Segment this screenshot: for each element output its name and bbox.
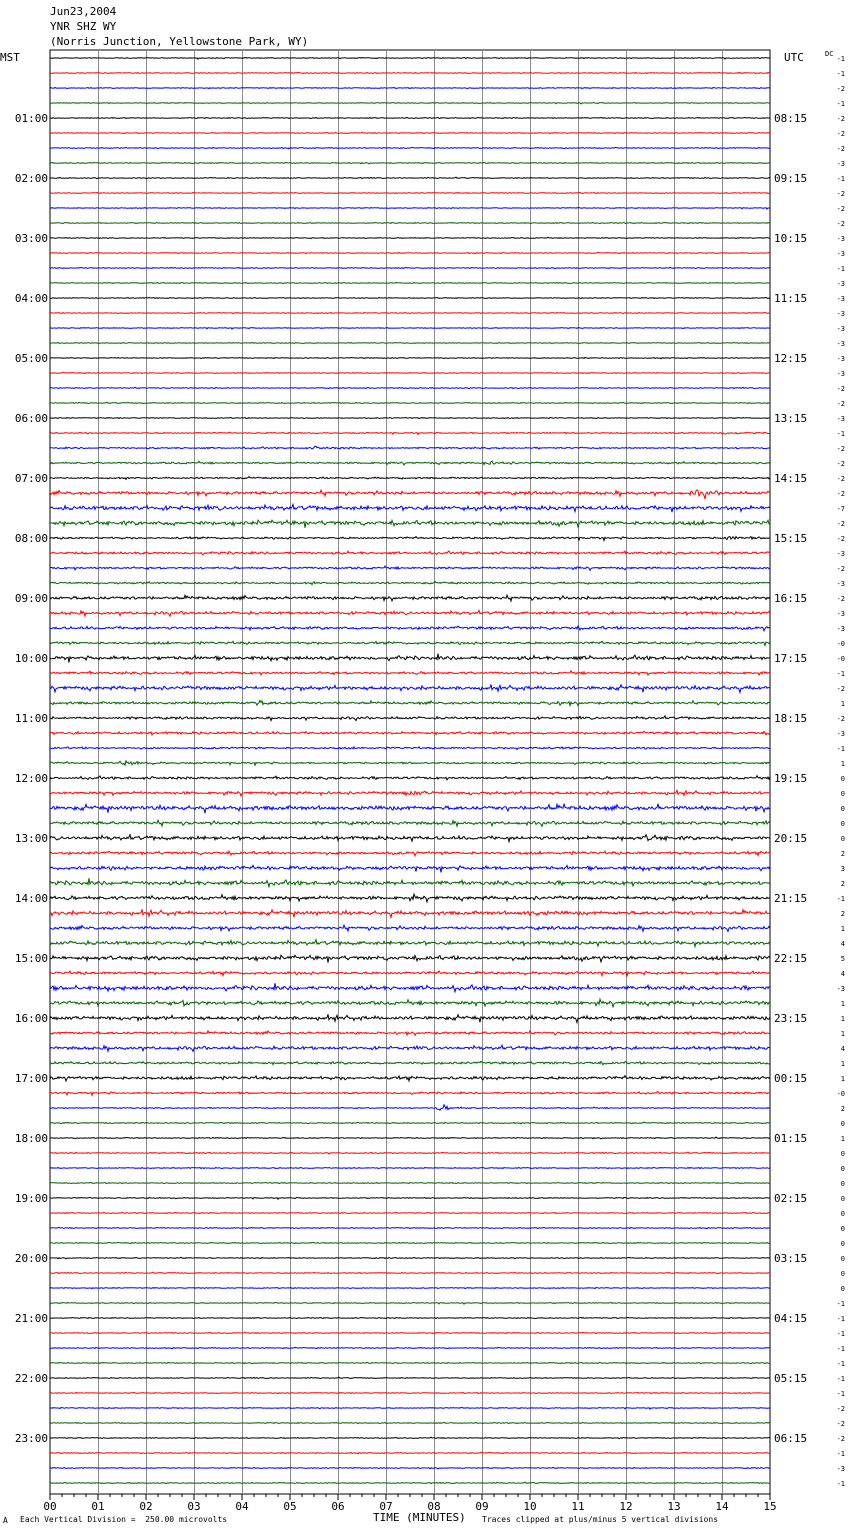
left-hour-label: 10:00 (14, 652, 48, 665)
clip-note: Traces clipped at plus/minus 5 vertical divisions (482, 1515, 719, 1524)
right-hour-label: 23:15 (774, 1012, 808, 1025)
seismic-trace (50, 983, 770, 992)
seismic-trace (50, 267, 770, 269)
seismic-trace (50, 1014, 770, 1022)
seismic-trace (50, 520, 770, 528)
dc-offset-label: -3 (836, 550, 845, 558)
left-hour-label: 11:00 (14, 712, 48, 725)
seismic-trace (50, 162, 770, 164)
seismic-trace (50, 909, 770, 917)
dc-offset-label: -2 (836, 220, 845, 228)
dc-offset-label: -3 (836, 415, 845, 423)
right-hour-label: 16:15 (774, 592, 808, 605)
dc-offset-label: -1 (836, 1480, 845, 1488)
dc-offset-label: 0 (840, 1225, 845, 1233)
right-hour-label: 12:15 (774, 352, 808, 365)
dc-offset-label: -3 (836, 250, 845, 258)
seismic-trace (50, 731, 770, 735)
dc-offset-label: -2 (836, 490, 845, 498)
seismic-trace (50, 102, 770, 104)
seismic-trace (50, 804, 770, 813)
dc-offset-label: -1 (836, 1300, 845, 1308)
dc-offset-label: 0 (840, 835, 845, 843)
dc-offset-label: 1 (840, 1060, 845, 1068)
dc-offset-label: -3 (836, 310, 845, 318)
dc-offset-label: 3 (840, 865, 845, 873)
dc-offset-label: 0 (840, 790, 845, 798)
left-hour-label: 09:00 (14, 592, 48, 605)
dc-offset-label: -2 (836, 535, 845, 543)
dc-offset-label: 0 (840, 820, 845, 828)
dc-offset-label: -2 (836, 520, 845, 528)
seismic-trace (50, 358, 770, 359)
x-tick-label: 07 (379, 1500, 393, 1513)
seismic-trace (50, 551, 770, 555)
dc-offset-label: -1 (836, 430, 845, 438)
dc-offset-label: -1 (836, 175, 845, 183)
dc-offset-label: 0 (840, 1255, 845, 1263)
seismic-trace (50, 654, 770, 663)
dc-offset-label: 0 (840, 775, 845, 783)
dc-offset-label: -1 (836, 895, 845, 903)
seismic-trace (50, 1377, 770, 1378)
seismic-trace (50, 1407, 770, 1409)
right-hour-label: 06:15 (774, 1432, 808, 1445)
left-hour-label: 21:00 (14, 1312, 48, 1325)
x-tick-label: 00 (43, 1500, 57, 1513)
plot-frame (50, 50, 770, 1494)
x-tick-label: 14 (715, 1500, 729, 1513)
seismic-trace (50, 700, 770, 705)
dc-offset-label: 1 (840, 1030, 845, 1038)
dc-offset-label: 2 (840, 850, 845, 858)
seismic-trace (50, 1031, 770, 1036)
dc-offset-label: 5 (840, 955, 845, 963)
seismic-trace (50, 418, 770, 419)
left-hour-label: 19:00 (14, 1192, 48, 1205)
seismic-trace (50, 504, 770, 512)
dc-offset-label: -0 (836, 1090, 845, 1098)
seismic-trace (50, 865, 770, 872)
seismic-trace (50, 1122, 770, 1124)
left-hour-label: 18:00 (14, 1132, 48, 1145)
right-hour-label: 13:15 (774, 412, 808, 425)
dc-offset-label: -3 (836, 985, 845, 993)
seismic-trace (50, 298, 770, 299)
x-tick-label: 15 (763, 1500, 777, 1513)
right-hour-label: 00:15 (774, 1072, 808, 1085)
dc-offset-label: 0 (840, 1210, 845, 1218)
left-hour-label: 13:00 (14, 832, 48, 845)
seismic-trace (50, 177, 770, 179)
seismic-trace (50, 671, 770, 675)
seismic-trace (50, 1092, 770, 1096)
dc-offset-label: 1 (840, 1135, 845, 1143)
dc-offset-label: 1 (840, 760, 845, 768)
dc-offset-label: 4 (840, 1045, 845, 1053)
seismic-trace (50, 878, 770, 887)
seismic-trace (50, 147, 770, 149)
x-axis-label: TIME (MINUTES) (373, 1511, 466, 1524)
dc-offset-label: 2 (840, 910, 845, 918)
seismic-trace (50, 595, 770, 601)
seismic-trace (50, 641, 770, 645)
dc-offset-label: 0 (840, 1285, 845, 1293)
dc-offset-label: -1 (836, 1450, 845, 1458)
left-timezone-label: MST (0, 51, 20, 64)
seismic-trace (50, 940, 770, 947)
right-hour-label: 19:15 (774, 772, 808, 785)
seismic-trace (50, 1288, 770, 1289)
seismic-trace (50, 132, 770, 133)
dc-offset-label: 1 (840, 700, 845, 708)
seismic-trace (50, 971, 770, 977)
right-hour-label: 05:15 (774, 1372, 808, 1385)
dc-offset-label: -2 (836, 565, 845, 573)
dc-offset-label: -2 (836, 475, 845, 483)
dc-offset-label: -2 (836, 400, 845, 408)
seismic-trace (50, 222, 770, 223)
x-tick-label: 05 (283, 1500, 297, 1513)
seismic-trace (50, 776, 770, 780)
dc-offset-label: -3 (836, 325, 845, 333)
dc-offset-label: -3 (836, 610, 845, 618)
vertical-division-note: Each Vertical Division = 250.00 microvolts (20, 1515, 228, 1524)
dc-offset-label: -0 (836, 655, 845, 663)
dc-offset-label: -2 (836, 595, 845, 603)
dc-offset-label: -3 (836, 295, 845, 303)
seismic-trace (50, 955, 770, 963)
right-hour-label: 10:15 (774, 232, 808, 245)
seismic-trace (50, 58, 770, 60)
left-hour-label: 12:00 (14, 772, 48, 785)
dc-offset-label: -2 (836, 190, 845, 198)
left-hour-label: 01:00 (14, 112, 48, 125)
seismic-trace (50, 342, 770, 343)
right-hour-label: 03:15 (774, 1252, 808, 1265)
dc-offset-label: 1 (840, 1075, 845, 1083)
seismic-trace (50, 1272, 770, 1273)
x-tick-label: 11 (571, 1500, 585, 1513)
left-hour-label: 20:00 (14, 1252, 48, 1265)
seismic-trace (50, 1242, 770, 1243)
dc-offset-label: -1 (836, 745, 845, 753)
seismic-trace (50, 282, 770, 283)
seismic-trace (50, 193, 770, 194)
dc-offset-label: -2 (836, 1435, 845, 1443)
right-hour-label: 08:15 (774, 112, 808, 125)
dc-offset-label: -2 (836, 685, 845, 693)
scale-mark: A (3, 1516, 8, 1525)
seismic-trace (50, 1317, 770, 1318)
right-hour-label: 09:15 (774, 172, 808, 185)
seismic-trace (50, 207, 770, 209)
left-hour-label: 08:00 (14, 532, 48, 545)
dc-offset-label: -7 (836, 505, 845, 513)
dc-offset-label: -3 (836, 160, 845, 168)
dc-offset-label: 0 (840, 1150, 845, 1158)
dc-offset-label: -2 (836, 85, 845, 93)
seismic-trace (50, 925, 770, 931)
dc-header-label: DC (825, 50, 834, 58)
seismic-trace (50, 537, 770, 541)
right-hour-label: 18:15 (774, 712, 808, 725)
dc-offset-label: 1 (840, 1000, 845, 1008)
seismic-trace (50, 432, 770, 434)
seismic-trace (50, 1257, 770, 1259)
dc-offset-label: -3 (836, 625, 845, 633)
seismic-trace (50, 716, 770, 721)
seismic-trace (50, 820, 770, 826)
dc-offset-label: -2 (836, 1405, 845, 1413)
seismic-trace (50, 581, 770, 584)
seismic-trace (50, 312, 770, 313)
dc-offset-label: 0 (840, 1195, 845, 1203)
header-station: YNR SHZ WY (50, 20, 117, 33)
dc-offset-label: -3 (836, 355, 845, 363)
x-tick-label: 03 (187, 1500, 201, 1513)
seismic-trace (50, 1076, 770, 1081)
seismic-trace (50, 1347, 770, 1349)
seismic-trace (50, 477, 770, 480)
dc-offset-label: -1 (836, 1375, 845, 1383)
seismic-trace (50, 72, 770, 73)
x-tick-label: 06 (331, 1500, 345, 1513)
seismic-trace (50, 490, 770, 499)
seismic-trace (50, 1137, 770, 1139)
dc-offset-label: -1 (836, 670, 845, 678)
dc-offset-label: -2 (836, 385, 845, 393)
dc-offset-label: -3 (836, 730, 845, 738)
seismic-trace (50, 387, 770, 389)
dc-offset-label: 0 (840, 1165, 845, 1173)
dc-offset-label: -1 (836, 100, 845, 108)
seismic-trace (50, 1212, 770, 1213)
seismic-trace (50, 1182, 770, 1183)
dc-offset-label: -2 (836, 445, 845, 453)
seismic-trace (50, 252, 770, 253)
right-hour-label: 04:15 (774, 1312, 808, 1325)
dc-offset-label: 0 (840, 1180, 845, 1188)
seismic-trace (50, 1152, 770, 1154)
dc-offset-label: -2 (836, 130, 845, 138)
x-tick-label: 08 (427, 1500, 441, 1513)
seismic-trace (50, 761, 770, 766)
seismic-trace (50, 1332, 770, 1334)
seismic-trace (50, 461, 770, 465)
seismic-trace (50, 1467, 770, 1469)
seismic-trace (50, 626, 770, 631)
seismic-trace (50, 1167, 770, 1168)
seismic-trace (50, 566, 770, 570)
dc-offset-label: 0 (840, 1240, 845, 1248)
dc-offset-label: -2 (836, 460, 845, 468)
seismic-trace (50, 1061, 770, 1065)
dc-offset-label: 2 (840, 880, 845, 888)
right-hour-label: 20:15 (774, 832, 808, 845)
right-hour-label: 17:15 (774, 652, 808, 665)
dc-offset-label: -2 (836, 1420, 845, 1428)
left-hour-label: 03:00 (14, 232, 48, 245)
dc-offset-label: -2 (836, 205, 845, 213)
left-hour-label: 07:00 (14, 472, 48, 485)
x-tick-label: 13 (667, 1500, 681, 1513)
left-hour-label: 22:00 (14, 1372, 48, 1385)
seismic-trace (50, 446, 770, 449)
left-hour-label: 14:00 (14, 892, 48, 905)
header-location: (Norris Junction, Yellowstone Park, WY) (50, 35, 309, 48)
x-tick-label: 09 (475, 1500, 489, 1513)
dc-offset-label: -3 (836, 235, 845, 243)
x-tick-label: 04 (235, 1500, 249, 1513)
dc-offset-label: -3 (836, 580, 845, 588)
dc-offset-label: 2 (840, 1105, 845, 1113)
dc-offset-label: -3 (836, 340, 845, 348)
header-date: Jun23,2004 (50, 5, 117, 18)
seismic-trace (50, 88, 770, 89)
seismic-trace (50, 1482, 770, 1484)
dc-offset-label: -2 (836, 145, 845, 153)
left-hour-label: 06:00 (14, 412, 48, 425)
dc-offset-label: -1 (836, 55, 845, 63)
seismic-trace (50, 747, 770, 750)
seismic-trace (50, 237, 770, 238)
seismic-trace (50, 684, 770, 692)
right-hour-label: 01:15 (774, 1132, 808, 1145)
dc-offset-label: 0 (840, 805, 845, 813)
dc-offset-label: -1 (836, 1390, 845, 1398)
right-hour-label: 14:15 (774, 472, 808, 485)
dc-offset-label: 1 (840, 1015, 845, 1023)
dc-offset-label: -1 (836, 1315, 845, 1323)
dc-offset-label: -1 (836, 1360, 845, 1368)
dc-offset-label: 4 (840, 940, 845, 948)
x-tick-label: 01 (91, 1500, 105, 1513)
seismic-trace (50, 1302, 770, 1304)
seismic-trace (50, 1045, 770, 1051)
left-hour-label: 05:00 (14, 352, 48, 365)
seismic-trace (50, 1362, 770, 1364)
left-hour-label: 16:00 (14, 1012, 48, 1025)
dc-offset-label: -3 (836, 280, 845, 288)
dc-offset-label: -1 (836, 1345, 845, 1353)
seismic-trace (50, 835, 770, 842)
seismic-trace (50, 1437, 770, 1439)
dc-offset-label: -0 (836, 640, 845, 648)
x-tick-label: 10 (523, 1500, 537, 1513)
right-hour-label: 11:15 (774, 292, 808, 305)
seismic-trace (50, 1452, 770, 1454)
seismic-trace (50, 402, 770, 403)
seismic-trace (50, 372, 770, 373)
dc-offset-label: -2 (836, 715, 845, 723)
seismic-trace (50, 851, 770, 856)
seismic-trace (50, 894, 770, 902)
seismic-trace (50, 1393, 770, 1394)
seismic-trace (50, 1197, 770, 1199)
dc-offset-label: -1 (836, 265, 845, 273)
dc-offset-label: 0 (840, 1120, 845, 1128)
dc-offset-label: 4 (840, 970, 845, 978)
dc-offset-label: 1 (840, 925, 845, 933)
seismic-trace (50, 117, 770, 118)
seismic-trace (50, 610, 770, 616)
left-hour-label: 04:00 (14, 292, 48, 305)
dc-offset-label: -3 (836, 370, 845, 378)
x-tick-label: 12 (619, 1500, 633, 1513)
seismic-trace (50, 1422, 770, 1423)
right-hour-label: 21:15 (774, 892, 808, 905)
right-hour-label: 15:15 (774, 532, 808, 545)
dc-offset-label: -1 (836, 1330, 845, 1338)
left-hour-label: 02:00 (14, 172, 48, 185)
left-hour-label: 17:00 (14, 1072, 48, 1085)
seismic-trace (50, 999, 770, 1007)
dc-offset-label: -2 (836, 115, 845, 123)
dc-offset-label: -3 (836, 1465, 845, 1473)
seismic-trace (50, 1105, 770, 1111)
seismic-trace (50, 328, 770, 330)
seismic-trace (50, 790, 770, 796)
right-timezone-label: UTC (784, 51, 804, 64)
dc-offset-label: -1 (836, 70, 845, 78)
x-tick-label: 02 (139, 1500, 153, 1513)
left-hour-label: 15:00 (14, 952, 48, 965)
left-hour-label: 23:00 (14, 1432, 48, 1445)
right-hour-label: 22:15 (774, 952, 808, 965)
seismic-trace (50, 1227, 770, 1229)
dc-offset-label: 0 (840, 1270, 845, 1278)
right-hour-label: 02:15 (774, 1192, 808, 1205)
